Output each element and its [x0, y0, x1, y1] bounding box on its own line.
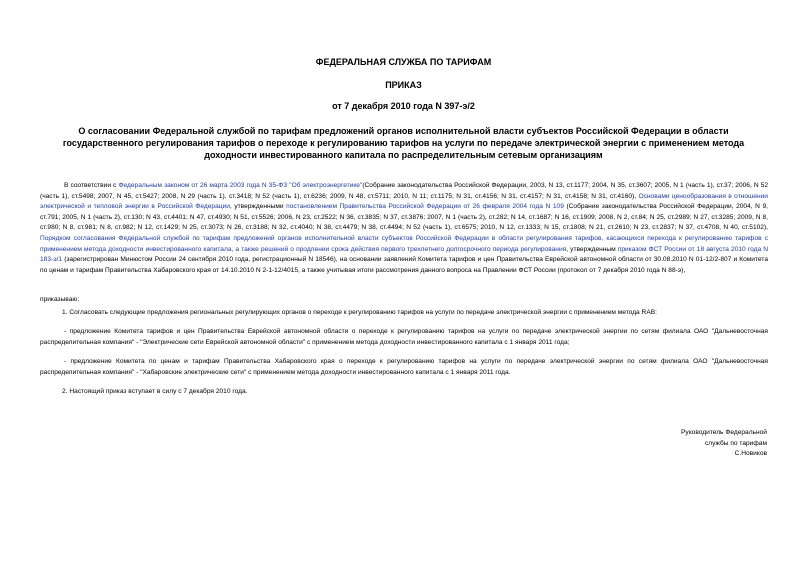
preamble-text: (Собрание законодательства Российской Федерации, 2003, N 13, ст.1177; 2004, N 35, ст.3607; 2005, N 1 (часть 1), ст.37; 2006, N 52 (часть 1), ст.5498; 2007, N 45, ст.5427; 2008, N 29 (часть 1), ст.3418; N 52 (часть 1), ст.6236; 2009, N 48, ст.5711; 2010, N 11; ст.1175; N 31, ст.4156; N 31, ст.4157; N 31, ст.4158; N 31, ст.4160),: [40, 182, 768, 200]
government-resolution-link[interactable]: постановлением Правительства Российской Федерации от 26 февраля 2004 года N 109: [286, 203, 564, 211]
agency-name: ФЕДЕРАЛЬНАЯ СЛУЖБА ПО ТАРИФАМ: [315, 57, 492, 67]
preamble-text: (зарегистрирован Минюстом России 24 сентября 2010 года, регистрационный N 18546), на основании заявлений Комитета тарифов и цен Правительства Еврейской автономной области от 30.08.2010 N 01-12/2-807 и Комитета по ценам и тарифам Правительства Хабаровского края от 14.10.2010 N 2-1-12/4015, а также учитывая итоги рассмотрения данного вопроса на Правлении ФСТ России (протокол от 7 декабря 2010 года N 88-э),: [40, 256, 768, 274]
order-item-2: 2. Настоящий приказ вступает в силу с 7 декабря 2010 года.: [62, 388, 248, 395]
approval-procedure-link[interactable]: Порядком согласования Федеральной службой по тарифам предложений органов исполнительной власти субъектов Российской Федерации в области регулирования тарифов, касающихся перехода к регулированию тарифов с применением метода доходности инвестированного капитала, а также решений о продлении срока действия первого трехлетнего долгосрочного периода регулирования: [40, 234, 768, 253]
preamble-text: , утвержденным: [566, 245, 618, 253]
signature-position: Руководитель Федеральной: [681, 429, 767, 436]
signature-name: С.Новиков: [734, 450, 767, 458]
document-title: О согласовании Федеральной службой по тарифам предложений органов исполнительной власти субъектов Российской Федерации в области государственного регулирования тарифов о переходе к регулированию тарифов на услуги по передаче электрической энергии с применением метода доходности инвестированного капитала по распределительным сетевым организациям: [62, 126, 745, 160]
ordered-label: приказываю:: [40, 296, 80, 303]
preamble-text: , утвержденными: [229, 203, 287, 211]
proposal-jewish-ao: - предложение Комитета тарифов и цен Правительства Еврейской автономной области о переходе к регулированию тарифов на услуги по передаче электрической энергии по сетям филиала ОАО "Дальневосточная распределительная компания" - "Электрические сети Еврейской автономной области" с применением метода доходности инвестированного капитала с 1 января 2011 года;: [40, 328, 768, 346]
law-link[interactable]: Федеральным законом от 26 марта 2003 года N 35-ФЗ "Об электроэнергетике": [118, 182, 363, 189]
signature-block: [567, 428, 767, 460]
preamble-text: В соответствии с: [64, 182, 119, 189]
order-item-1: 1. Согласовать следующие предложения региональных регулирующих органов о переходе к регулированию тарифов на услуги по передаче электрической энергии с применением метода RAB:: [62, 309, 657, 316]
document-date-number: от 7 декабря 2010 года N 397-э/2: [332, 101, 475, 111]
signature-agency: службы по тарифам: [704, 439, 767, 447]
fst-order-link[interactable]: приказом ФСТ России от 18 августа 2010 года N 183-э/1: [40, 245, 768, 264]
preamble-paragraph: [40, 181, 768, 276]
preamble-text: (Собрание законодательства Российской Федерации, 2004, N 9, ст.791; 2005, N 1 (часть 2), ст.130; N 43, ст.4401; N 47, ст.4930; N 51, ст.5526; 2006, N 23, ст.2522; N 36, ст.3835; N 37, ст.3876; 2007, N 1 (часть 2), ст.282; N 14, ст.1687; N 16, ст.1909; 2008, N 2, ст.84; N 25, ст.2989; N 27, ст.3285; 2009, N 8, ст.980; N 8, ст.981; N 8, ст.982; N 12, ст.1429; N 25, ст.3073; N 26, ст.3188; N 32, ст.4040; N 38, ст.4479; N 38, ст.4494; N 52 (часть 1), ст.6575; 2010, N 12, ст.1333; N 15, ст.1808; N 21, ст.2610; N 23, ст.2837; N 37, ст.4708, N 40, ст.5102),: [40, 203, 768, 232]
pricing-basics-link[interactable]: Основами ценообразования в отношении электрической и тепловой энергии в Российской Федерации: [40, 192, 768, 211]
document-type: ПРИКАЗ: [385, 80, 422, 90]
proposal-khabarovsk: - предложение Комитета по ценам и тарифам Правительства Хабаровского края о переходе к регулированию тарифов на услуги по передаче электрической энергии по сетям филиала ОАО "Дальневосточная распределительная компания" - "Хабаровские электрические сети" с применением метода доходности инвестированного капитала с 1 января 2011 года.: [40, 358, 768, 376]
